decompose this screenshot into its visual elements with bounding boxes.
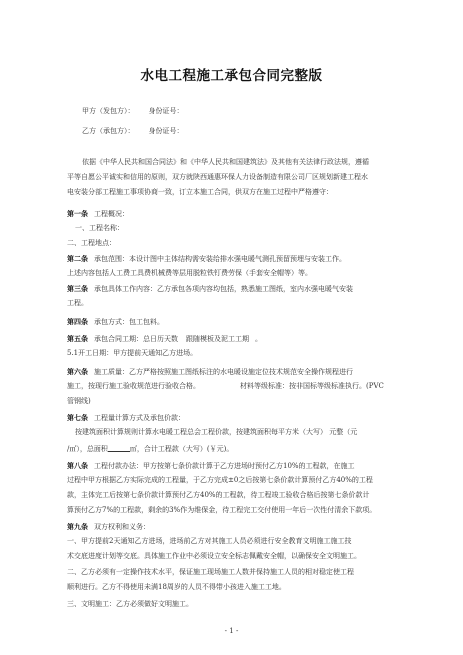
article-8-continuation: 款，主体完工后按第七条价款计算预付乙方40%的工程款，待工程竣工验收合格后按第七条价款计 — [67, 491, 370, 499]
article-5-text: 承包合同工期：总日历天数 — [94, 335, 178, 343]
article-2 — [67, 254, 346, 264]
article-1 — [67, 209, 129, 219]
intro-paragraph-line: 电安装分部工程施工事项协商一致，订立本施工合同，供双方在施工过程中严格遵守： — [67, 188, 333, 196]
party-b-line — [82, 127, 184, 136]
article-9 — [67, 522, 150, 532]
document-title: 水电工程施工承包合同完整版 — [140, 68, 323, 84]
article-8 — [67, 461, 355, 471]
article-8-label: 第八条 — [67, 461, 88, 470]
article-6-continuation — [67, 382, 384, 391]
article-7-text: ㎡，合计工程款（大写）(￥元)。 — [129, 445, 234, 453]
article-7 — [67, 413, 185, 423]
article-1-label: 第一条 — [67, 209, 88, 218]
article-3-continuation: 工程。 — [67, 299, 88, 307]
article-9-item: 顺利进行。乙方不得使用未满18周岁的人员不得带小孩进入施工工地。 — [67, 583, 286, 591]
article-1-text: 工程概况： — [94, 210, 129, 218]
article-6 — [67, 367, 353, 377]
page-number: - 1 - — [224, 627, 239, 635]
party-a-label: 甲方（发包方）： — [82, 107, 135, 115]
article-8-continuation: 算预付乙方7%的工程款，剩余的3%作为维保金，待工程完工交付使用一年后一次性付清余下款项。 — [67, 506, 377, 514]
article-8-continuation: 过程中甲方根据乙方实际完成的工程量，于乙方完成±0之后按第七条价款计算预付乙方40%的工程 — [67, 476, 373, 484]
article-8-text: 工程付款办法：甲方按第七条价款计算于乙方进场时预付乙方10%的工程款，在施工 — [94, 462, 355, 470]
article-6-text: 施工，按现行施工验收规范进行验收合格。 — [67, 382, 200, 390]
article-5-text: 跟随模板及泥工工期 — [186, 335, 249, 343]
article-6-label: 第六条 — [67, 367, 88, 376]
article-9-item: 一、甲方提前2天通知乙方进场，进场前乙方对其施工人员必须进行安全教育文明施工施工技 — [67, 537, 352, 545]
article-7-text: /㎡），总面积 — [67, 445, 108, 453]
article-5-label: 第五条 — [67, 334, 88, 343]
article-9-item: 术交底进度计划等交底。具体施工作业中必须设立安全标志佩戴安全帽，以确保安全文明施工。 — [67, 552, 361, 560]
article-9-text: 双方权利和义务： — [94, 523, 150, 531]
article-7-continuation — [67, 443, 233, 454]
article-5-text: 。 — [255, 335, 262, 343]
article-9-item: 二、乙方必须有一定操作技术水平，保证施工现场施工人数并保持施工人员的相对稳定使工程 — [67, 568, 354, 576]
party-a-line — [82, 107, 184, 116]
article-3-text: 承包具体工作内容：乙方承包各项内容均包括，熟悉施工图纸，室内水强电暖气安装 — [94, 285, 353, 293]
article-4 — [67, 317, 164, 327]
article-5-item: 5.1开工日期：甲方提前天通知乙方进场。 — [67, 349, 198, 357]
article-9-label: 第九条 — [67, 522, 88, 531]
article-2-label: 第二条 — [67, 254, 88, 263]
blank-underline — [108, 443, 130, 452]
article-1-item: 二、工程地点： — [67, 239, 116, 247]
article-4-label: 第四条 — [67, 317, 88, 326]
article-4-text: 承包方式：包工包料。 — [94, 318, 164, 326]
article-2-continuation: 上述内容包括人工费工具费机械费等层用脱粒铁钉费劳保（手套安全帽等）等。 — [67, 269, 312, 277]
article-5 — [67, 334, 262, 344]
party-b-id-label: 身份证号： — [148, 127, 184, 135]
article-6-continuation: 管钢线) — [67, 397, 91, 405]
article-1-item: 一、工程名称： — [75, 224, 124, 232]
article-2-text: 承包范围：本设计图中主体结构需安装给排水强电暖气测孔预留预埋与安装工作。 — [94, 255, 346, 263]
article-3 — [67, 284, 353, 294]
article-7-label: 第七条 — [67, 413, 88, 422]
article-7-continuation: 按建筑面积计算规则计算水电暖工程总会工程价款，按建筑面积每平方米（大写） 元整（元 — [75, 428, 358, 436]
article-3-label: 第三条 — [67, 284, 88, 293]
article-6-text: 材料等级标准：按非国标等级标准执行。(PVC — [240, 382, 384, 390]
party-a-id-label: 身份证号： — [148, 107, 184, 115]
intro-paragraph-line: 平等自愿公平诚实和信用的原则，双方就陕西通惠环保人力设备制造有限公司厂区规划新建工程水 — [67, 173, 368, 181]
article-7-text: 工程量计算方式及承包价款： — [94, 414, 185, 422]
intro-paragraph-line: 依据《中华人民共和国合同法》和《中华人民共和国建筑法》及其他有关法律行政法规，遵循 — [82, 158, 369, 166]
article-6-text: 施工质量：乙方严格按照施工图纸标注的水电暖设施定位技术规范安全操作规程进行 — [94, 368, 353, 376]
party-b-label: 乙方（承包方）： — [82, 127, 135, 135]
article-9-item: 三、文明施工：乙方必须做好文明施工。 — [67, 600, 193, 608]
